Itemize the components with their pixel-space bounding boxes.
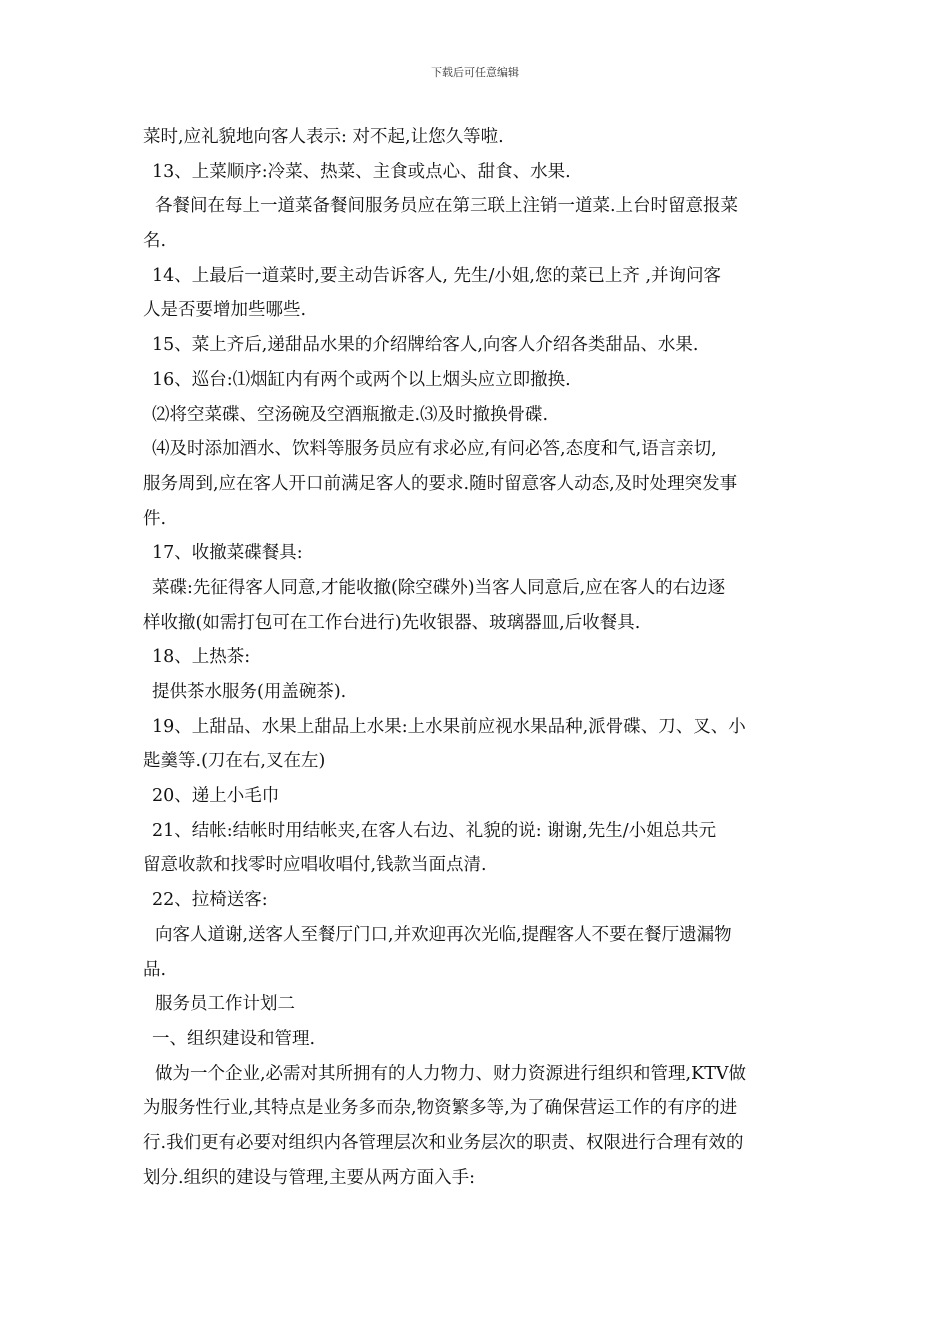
text-line: 样收撤(如需打包可在工作台进行)先收银器、玻璃器皿,后收餐具.: [143, 612, 641, 633]
page-header: 下载后可任意编辑: [431, 66, 519, 79]
text-line: 19、上甜品、水果上甜品上水果:上水果前应视水果品种,派骨碟、刀、叉、小: [152, 716, 746, 737]
text-line: 为服务性行业,其特点是业务多而杂,物资繁多等,为了确保营运工作的有序的进: [143, 1098, 738, 1119]
text-line: ⑷及时添加酒水、饮料等服务员应有求必应,有问必答,态度和气,语言亲切,: [152, 439, 717, 460]
text-line: 13、上菜顺序:冷菜、热菜、主食或点心、甜食、水果.: [152, 161, 571, 182]
text-line: 匙羹等.(刀在右,叉在左): [143, 751, 326, 772]
text-line: 品.: [143, 959, 167, 980]
text-line: 22、拉椅送客:: [152, 890, 268, 911]
text-line: 提供茶水服务(用盖碗茶).: [152, 682, 347, 702]
text-line: 20、递上小毛巾: [152, 786, 280, 807]
text-line: 行.我们更有必要对组织内各管理层次和业务层次的职责、权限进行合理有效的: [143, 1132, 744, 1153]
text-line: 17、收撤菜碟餐具:: [152, 543, 303, 564]
text-line: 做为一个企业,必需对其所拥有的人力物力、财力资源进行组织和管理,KTV做: [155, 1063, 747, 1084]
section-heading: 服务员工作计划二: [155, 994, 295, 1015]
text-line: 划分.组织的建设与管理,主要从两方面入手:: [143, 1167, 476, 1188]
text-line: 留意收款和找零时应唱收唱付,钱款当面点清.: [143, 855, 487, 876]
text-line: ⑵将空菜碟、空汤碗及空酒瓶撤走.⑶及时撤换骨碟.: [152, 404, 549, 425]
text-line: 21、结帐:结帐时用结帐夹,在客人右边、礼貌的说: 谢谢,先生/小姐总共元: [152, 820, 717, 841]
text-line: 15、菜上齐后,递甜品水果的介绍牌给客人,向客人介绍各类甜品、水果.: [152, 335, 699, 356]
section-heading: 一、组织建设和管理.: [152, 1028, 316, 1049]
text-line: 菜时,应礼貌地向客人表示: 对不起,让您久等啦.: [143, 127, 504, 147]
text-line: 件.: [143, 508, 167, 529]
text-line: 人是否要增加些哪些.: [143, 300, 307, 321]
text-line: 名.: [143, 231, 167, 252]
document-body: [143, 120, 813, 1195]
text-line: 向客人道谢,送客人至餐厅门口,并欢迎再次光临,提醒客人不要在餐厅遗漏物: [155, 924, 732, 945]
text-line: 服务周到,应在客人开口前满足客人的要求.随时留意客人动态,及时处理突发事: [143, 473, 738, 494]
text-line: 菜碟:先征得客人同意,才能收撤(除空碟外)当客人同意后,应在客人的右边逐: [152, 577, 726, 598]
text-line: 18、上热茶:: [152, 647, 251, 668]
text-line: 14、上最后一道菜时,要主动告诉客人, 先生/小姐,您的菜已上齐 ,并询问客: [152, 265, 722, 286]
text-line: 16、巡台:⑴烟缸内有两个或两个以上烟头应立即撤换.: [152, 369, 571, 390]
text-line: 各餐间在每上一道菜备餐间服务员应在第三联上注销一道菜.上台时留意报菜: [155, 196, 739, 217]
